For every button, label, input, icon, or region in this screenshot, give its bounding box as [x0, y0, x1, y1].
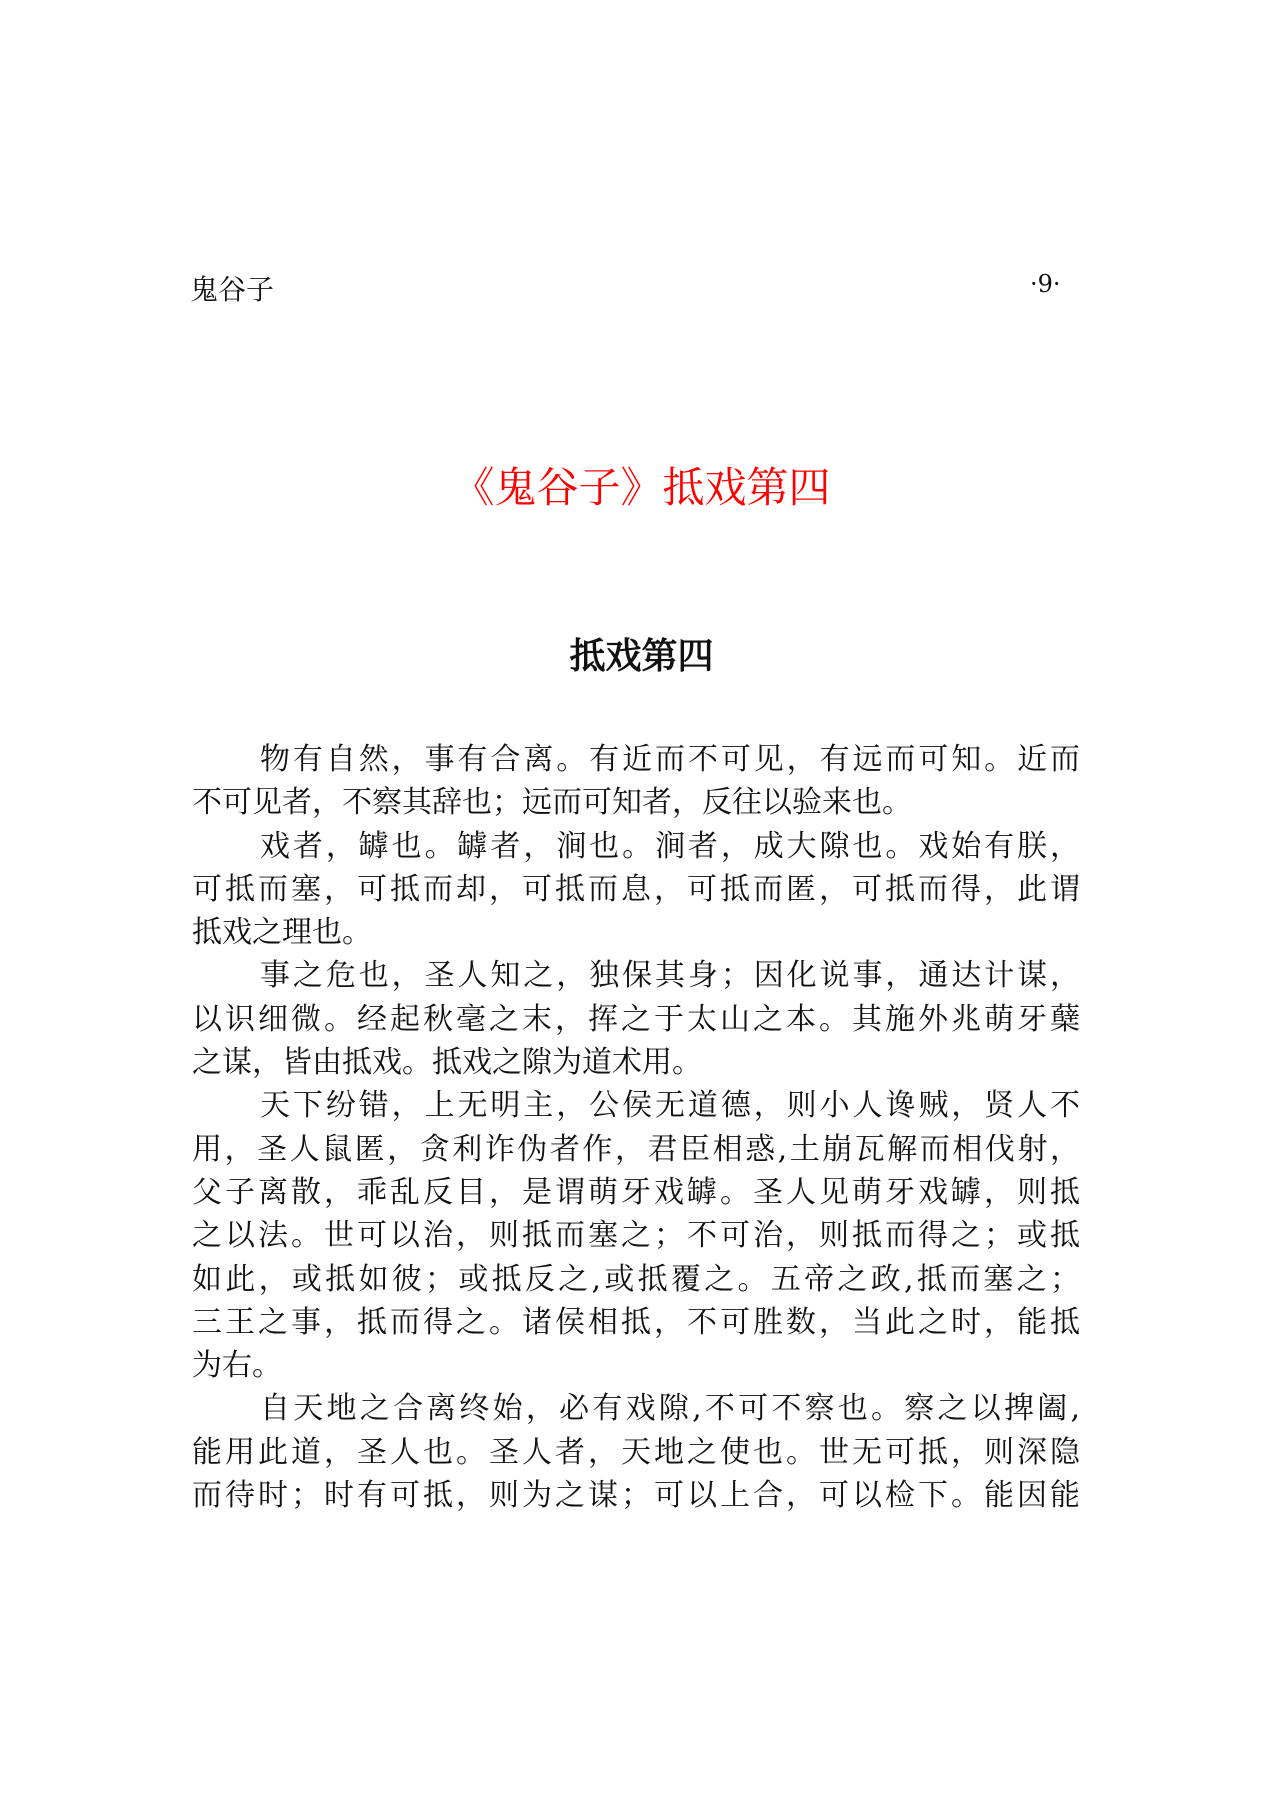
- paragraph: [192, 954, 1080, 1084]
- text-line: 能用此道，圣人也。圣人者，天地之使也。世无可抵，则深隐: [192, 1434, 1080, 1470]
- text-line: 用，圣人鼠匿，贪利诈伪者作，君臣相惑,土崩瓦解而相伐射，: [192, 1131, 1080, 1167]
- section-title: 抵戏第四: [569, 636, 714, 677]
- text-line: 事之危也，圣人知之，独保其身；因化说事，通达计谋，: [260, 958, 1080, 994]
- chapter-title: 《鬼谷子》抵戏第四: [452, 463, 831, 512]
- text-line: 如此，或抵如彼；或抵反之,或抵覆之。五帝之政,抵而塞之；: [192, 1261, 1080, 1297]
- text-line: 而待时；时有可抵，则为之谋；可以上合，可以检下。能因能: [192, 1478, 1080, 1514]
- text-line: 物有自然，事有合离。有近而不可见，有远而可知。近而: [260, 742, 1080, 777]
- text-line: 为右。: [192, 1348, 282, 1384]
- paragraph: [192, 825, 1080, 955]
- paragraph: [192, 738, 1080, 825]
- text-line: 戏者，罅也。罅者，涧也。涧者，成大隙也。戏始有朕，: [260, 828, 1080, 864]
- body-text: [192, 738, 1080, 1517]
- text-line: 以识细微。经起秋毫之末，挥之于太山之本。其施外兆萌牙蘖: [192, 1001, 1080, 1037]
- text-line: 不可见者，不察其辞也；远而可知者，反往以验来也。: [192, 785, 912, 821]
- paragraph: [192, 1387, 1080, 1517]
- text-line: 可抵而塞，可抵而却，可抵而息，可抵而匿，可抵而得，此谓: [192, 871, 1080, 907]
- text-line: 三王之事，抵而得之。诸侯相抵，不可胜数，当此之时，能抵: [192, 1304, 1080, 1340]
- text-line: 抵戏之理也。: [192, 915, 372, 951]
- text-line: 自天地之合离终始，必有戏隙,不可不察也。察之以捭阖,: [260, 1391, 1080, 1427]
- text-line: 之以法。世可以治，则抵而塞之；不可治，则抵而得之；或抵: [192, 1218, 1080, 1254]
- page-number: ·9·: [1030, 270, 1061, 298]
- text-line: 之谋，皆由抵戏。抵戏之隙为道术用。: [192, 1045, 702, 1081]
- text-line: 父子离散，乖乱反目，是谓萌牙戏罅。圣人见萌牙戏罅，则抵: [192, 1174, 1080, 1210]
- running-head-book-title: 鬼谷子: [190, 273, 275, 306]
- text-line: 天下纷错，上无明主，公侯无道德，则小人谗贼，贤人不: [260, 1088, 1080, 1124]
- paragraph: [192, 1084, 1080, 1387]
